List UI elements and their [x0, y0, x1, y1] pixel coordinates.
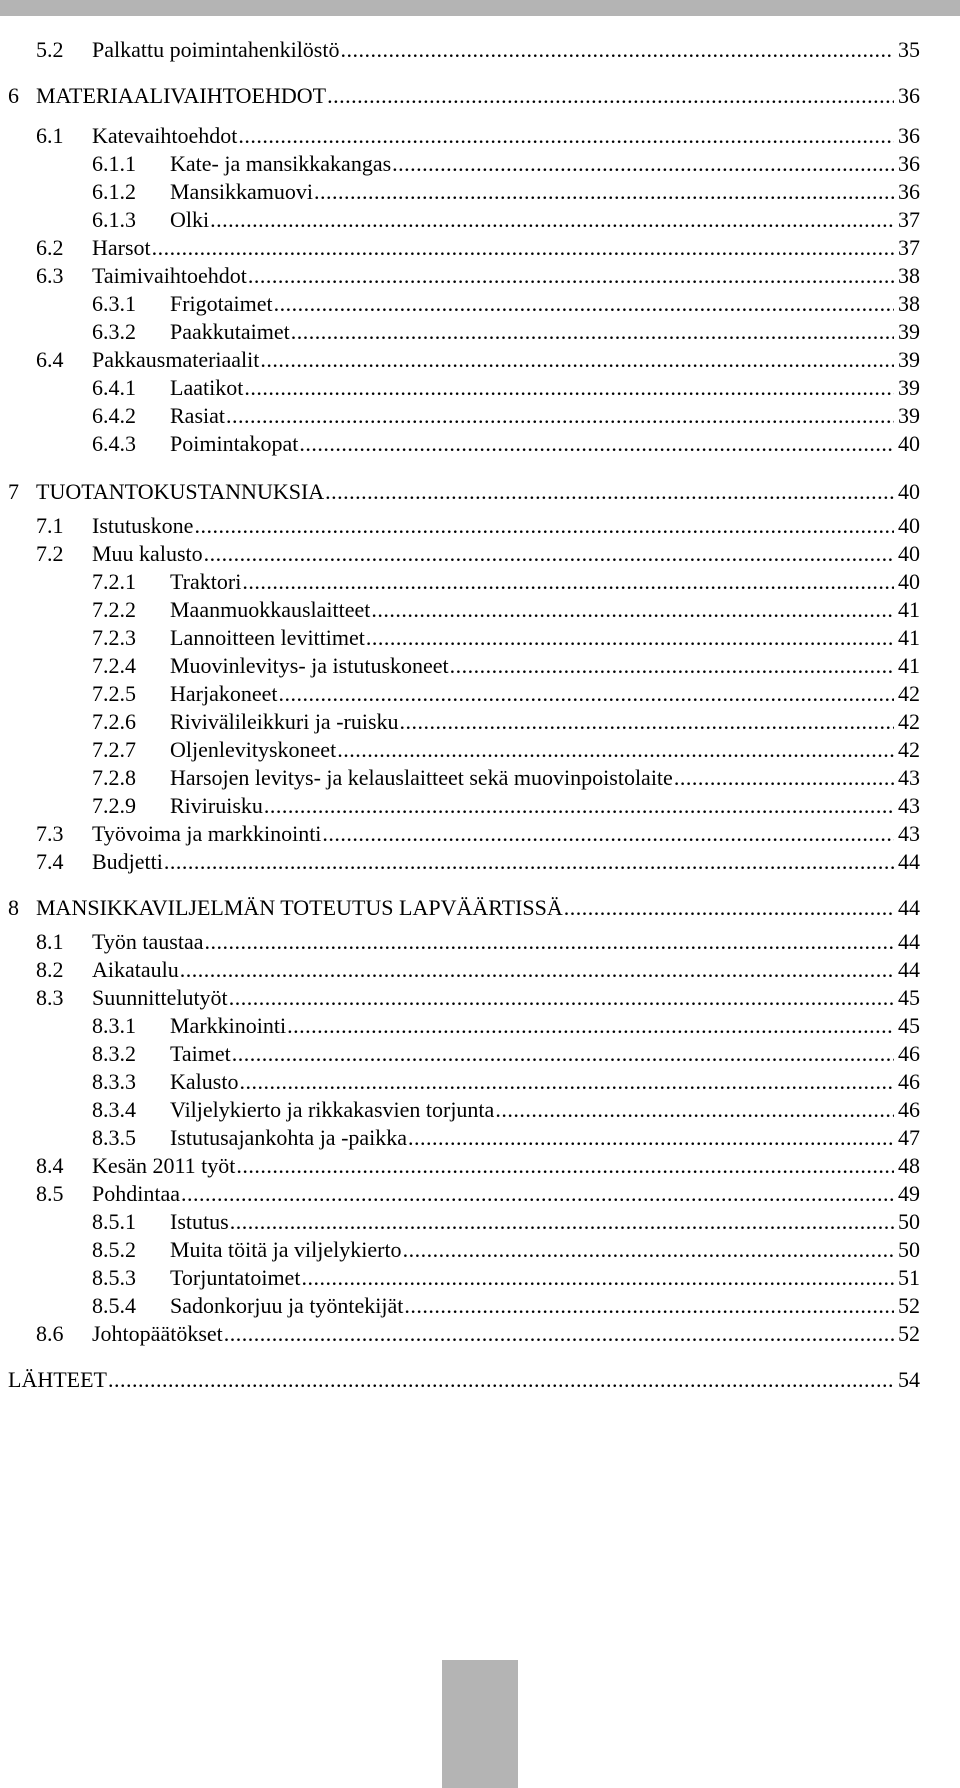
toc-entry-page: 49: [898, 1181, 920, 1206]
toc-entry[interactable]: [92, 430, 920, 458]
toc-entry[interactable]: [36, 512, 920, 540]
toc-entry-number: 6.1: [36, 123, 64, 148]
toc-entry-title: Lannoitteen levittimet: [170, 625, 365, 650]
toc-entry[interactable]: [92, 1096, 920, 1124]
toc-entry-number: 8.3.2: [92, 1041, 136, 1066]
toc-entry[interactable]: [8, 82, 920, 110]
toc-entry-page: 43: [898, 765, 920, 790]
toc-dot-leader: [322, 820, 894, 848]
toc-entry-title: Traktori: [170, 569, 242, 594]
toc-entry[interactable]: [36, 36, 920, 64]
toc-dot-leader: [400, 708, 894, 736]
toc-dot-leader: [230, 1208, 894, 1236]
toc-dot-leader: [244, 374, 894, 402]
toc-dot-leader: [371, 596, 894, 624]
toc-dot-leader: [180, 956, 894, 984]
toc-entry[interactable]: [92, 1068, 920, 1096]
toc-dot-leader: [229, 984, 894, 1012]
toc-entry-title: Maanmuokkauslaitteet: [170, 597, 371, 622]
toc-entry-number: 8.6: [36, 1321, 64, 1346]
toc-dot-leader: [264, 792, 894, 820]
toc-entry[interactable]: [92, 764, 920, 792]
toc-entry-page: 36: [898, 83, 920, 108]
toc-entry-number: 5.2: [36, 37, 64, 62]
toc-entry[interactable]: [36, 820, 920, 848]
toc-entry-title: Muovinlevitys- ja istutuskoneet: [170, 653, 449, 678]
toc-entry-page: 44: [898, 929, 920, 954]
toc-entry[interactable]: [36, 848, 920, 876]
toc-entry-page: 41: [898, 597, 920, 622]
toc-dot-leader: [325, 478, 894, 506]
toc-entry-number: 8.5.1: [92, 1209, 136, 1234]
toc-entry-number: 8.3.1: [92, 1013, 136, 1038]
toc-dot-leader: [204, 928, 894, 956]
toc-entry-page: 48: [898, 1153, 920, 1178]
toc-entry-number: 7.2: [36, 541, 64, 566]
toc-dot-leader: [404, 1292, 894, 1320]
toc-entry-number: 8.4: [36, 1153, 64, 1178]
toc-entry-page: 39: [898, 347, 920, 372]
toc-entry[interactable]: [92, 1292, 920, 1320]
toc-entry[interactable]: [8, 478, 920, 506]
toc-dot-leader: [314, 178, 894, 206]
toc-entry-title: Budjetti: [92, 849, 163, 874]
toc-dot-leader: [279, 680, 895, 708]
toc-dot-leader: [327, 82, 894, 110]
toc-entry-number: 7.2.1: [92, 569, 136, 594]
toc-entry-title: Työvoima ja markkinointi: [92, 821, 322, 846]
toc-entry[interactable]: [36, 346, 920, 374]
toc-entry-page: 46: [898, 1097, 920, 1122]
toc-entry-number: 7.2.4: [92, 653, 136, 678]
toc-entry[interactable]: [36, 1180, 920, 1208]
toc-entry[interactable]: [36, 540, 920, 568]
toc-entry-number: 7.2.8: [92, 765, 136, 790]
toc-entry-title: Istutuskone: [92, 513, 194, 538]
toc-entry-page: 39: [898, 319, 920, 344]
toc-entry[interactable]: [36, 1320, 920, 1348]
toc-entry-number: 7.2.7: [92, 737, 136, 762]
toc-entry-title: MANSIKKAVILJELMÄN TOTEUTUS LAPVÄÄRTISSÄ: [36, 895, 563, 920]
toc-dot-leader: [260, 346, 894, 374]
toc-entry[interactable]: [92, 1264, 920, 1292]
toc-dot-leader: [210, 206, 894, 234]
toc-entry-page: 40: [898, 513, 920, 538]
toc-entry-page: 46: [898, 1069, 920, 1094]
toc-entry-number: 8.1: [36, 929, 64, 954]
toc-entry-title: Muu kalusto: [92, 541, 203, 566]
toc-entry[interactable]: [36, 1152, 920, 1180]
toc-entry[interactable]: [92, 596, 920, 624]
toc-dot-leader: [274, 290, 894, 318]
toc-entry-number: 8.3: [36, 985, 64, 1010]
toc-dot-leader: [450, 652, 894, 680]
toc-entry-number: 7.3: [36, 821, 64, 846]
toc-entry-number: 8.3.4: [92, 1097, 136, 1122]
toc-entry-number: 8.5.3: [92, 1265, 136, 1290]
toc-entry[interactable]: [92, 150, 920, 178]
toc-dot-leader: [181, 1180, 894, 1208]
toc-entry-page: 50: [898, 1209, 920, 1234]
toc-entry-number: 6.4.2: [92, 403, 136, 428]
toc-entry-title: Istutus: [170, 1209, 229, 1234]
toc-entry-number: 8: [8, 895, 19, 920]
toc-entry-number: 8.5: [36, 1181, 64, 1206]
toc-dot-leader: [108, 1366, 894, 1394]
toc-entry-title: TUOTANTOKUSTANNUKSIA: [36, 479, 325, 504]
toc-entry-page: 44: [898, 957, 920, 982]
toc-entry[interactable]: [92, 402, 920, 430]
toc-entry-number: 6.3: [36, 263, 64, 288]
toc-entry-title: Olki: [170, 207, 210, 232]
toc-entry-page: 42: [898, 737, 920, 762]
toc-entry-page: 43: [898, 821, 920, 846]
toc-entry-page: 44: [898, 895, 920, 920]
toc-entry-number: 6.3.2: [92, 319, 136, 344]
toc-entry-page: 38: [898, 291, 920, 316]
toc-entry-page: 54: [898, 1367, 920, 1392]
toc-entry[interactable]: [92, 318, 920, 346]
toc-entry-title: Muita töitä ja viljelykierto: [170, 1237, 402, 1262]
toc-entry-title: LÄHTEET: [8, 1367, 107, 1392]
toc-entry-title: Poimintakopat: [170, 431, 299, 456]
toc-dot-leader: [232, 1040, 894, 1068]
toc-entry-page: 52: [898, 1321, 920, 1346]
toc-dot-leader: [564, 894, 894, 922]
toc-entry[interactable]: [92, 178, 920, 206]
toc-dot-leader: [299, 430, 894, 458]
toc-dot-leader: [224, 1320, 894, 1348]
toc-entry-title: Harsot: [92, 235, 151, 260]
toc-dot-leader: [248, 262, 894, 290]
toc-entry[interactable]: [92, 736, 920, 764]
toc-entry[interactable]: [92, 568, 920, 596]
toc-entry[interactable]: [92, 1236, 920, 1264]
toc-entry-page: 38: [898, 263, 920, 288]
toc-entry-number: 8.5.2: [92, 1237, 136, 1262]
toc-entry-title: Torjuntatoimet: [170, 1265, 301, 1290]
toc-entry[interactable]: [92, 680, 920, 708]
page-number-block: [442, 1660, 518, 1788]
toc-entry[interactable]: [8, 894, 920, 922]
toc-entry-number: 7.2.9: [92, 793, 136, 818]
toc-entry[interactable]: [36, 928, 920, 956]
toc-entry[interactable]: [36, 122, 920, 150]
toc-entry-page: 36: [898, 123, 920, 148]
toc-entry-page: 47: [898, 1125, 920, 1150]
toc-dot-leader: [236, 1152, 894, 1180]
toc-entry-number: 8.5.4: [92, 1293, 136, 1318]
toc-entry-title: Sadonkorjuu ja työntekijät: [170, 1293, 404, 1318]
toc-entry-page: 43: [898, 793, 920, 818]
toc-entry-number: 7: [8, 479, 19, 504]
toc-entry-number: 6.4: [36, 347, 64, 372]
toc-entry[interactable]: [92, 1208, 920, 1236]
toc-entry-number: 8.2: [36, 957, 64, 982]
toc-entry-page: 36: [898, 151, 920, 176]
toc-dot-leader: [194, 512, 894, 540]
toc-entry-number: 7.1: [36, 513, 64, 538]
toc-entry-number: 7.2.2: [92, 597, 136, 622]
toc-entry-page: 37: [898, 207, 920, 232]
toc-entry[interactable]: [8, 1366, 920, 1394]
toc-dot-leader: [674, 764, 894, 792]
toc-dot-leader: [291, 318, 894, 346]
toc-entry[interactable]: [92, 652, 920, 680]
toc-entry-page: 35: [898, 37, 920, 62]
toc-entry-page: 37: [898, 235, 920, 260]
toc-entry-number: 7.4: [36, 849, 64, 874]
toc-entry-number: 6.4.1: [92, 375, 136, 400]
toc-entry-page: 40: [898, 569, 920, 594]
toc-entry-title: Rasiat: [170, 403, 225, 428]
toc-dot-leader: [403, 1236, 894, 1264]
toc-dot-leader: [408, 1124, 894, 1152]
toc-entry-page: 52: [898, 1293, 920, 1318]
toc-entry[interactable]: [92, 792, 920, 820]
toc-entry-page: 39: [898, 403, 920, 428]
toc-entry-title: Kalusto: [170, 1069, 239, 1094]
toc-entry-title: Suunnittelutyöt: [92, 985, 228, 1010]
toc-entry[interactable]: [92, 1124, 920, 1152]
toc-dot-leader: [340, 36, 894, 64]
toc-entry-title: MATERIAALIVAIHTOEHDOT: [36, 83, 327, 108]
toc-dot-leader: [152, 234, 894, 262]
toc-entry[interactable]: [36, 956, 920, 984]
toc-entry[interactable]: [92, 1012, 920, 1040]
toc-dot-leader: [164, 848, 894, 876]
toc-entry-page: 51: [898, 1265, 920, 1290]
toc-entry-title: Kesän 2011 työt: [92, 1153, 236, 1178]
toc-entry-number: 8.3.5: [92, 1125, 136, 1150]
toc-entry-number: 6.1.3: [92, 207, 136, 232]
toc-entry-title: Pakkausmateriaalit: [92, 347, 260, 372]
toc-entry-title: Oljenlevityskoneet: [170, 737, 337, 762]
toc-dot-leader: [301, 1264, 894, 1292]
toc-entry-title: Harjakoneet: [170, 681, 278, 706]
toc-entry-number: 7.2.6: [92, 709, 136, 734]
toc-entry-title: Taimivaihtoehdot: [92, 263, 247, 288]
toc-dot-leader: [242, 568, 894, 596]
toc-entry-title: Johtopäätökset: [92, 1321, 223, 1346]
toc-entry[interactable]: [36, 984, 920, 1012]
toc-entry[interactable]: [92, 708, 920, 736]
toc-entry-number: 6.4.3: [92, 431, 136, 456]
toc-entry[interactable]: [92, 624, 920, 652]
toc-entry-number: 6.2: [36, 235, 64, 260]
toc-entry-page: 39: [898, 375, 920, 400]
toc-entry-title: Katevaihtoehdot: [92, 123, 238, 148]
toc-entry-number: 7.2.5: [92, 681, 136, 706]
toc-entry-title: Mansikkamuovi: [170, 179, 313, 204]
toc-dot-leader: [238, 122, 894, 150]
toc-dot-leader: [366, 624, 894, 652]
toc-entry-title: Markkinointi: [170, 1013, 287, 1038]
toc-entry-title: Laatikot: [170, 375, 244, 400]
toc-entry[interactable]: [92, 206, 920, 234]
toc-dot-leader: [337, 736, 894, 764]
toc-entry-page: 40: [898, 541, 920, 566]
toc-entry-page: 40: [898, 479, 920, 504]
toc-entry[interactable]: [92, 290, 920, 318]
toc-dot-leader: [204, 540, 894, 568]
toc-entry-number: 6.1.1: [92, 151, 136, 176]
toc-entry-page: 41: [898, 653, 920, 678]
toc-entry-page: 42: [898, 709, 920, 734]
toc-entry-page: 46: [898, 1041, 920, 1066]
toc-dot-leader: [226, 402, 894, 430]
toc-dot-leader: [239, 1068, 894, 1096]
toc-entry-number: 6: [8, 83, 19, 108]
toc-entry-page: 40: [898, 431, 920, 456]
toc-entry[interactable]: [36, 262, 920, 290]
toc-entry-page: 36: [898, 179, 920, 204]
toc-entry-page: 44: [898, 849, 920, 874]
toc-entry-title: Rivivälileikkuri ja -ruisku: [170, 709, 399, 734]
toc-entry-page: 45: [898, 985, 920, 1010]
toc-entry-number: 6.1.2: [92, 179, 136, 204]
toc-entry-title: Palkattu poimintahenkilöstö: [92, 37, 340, 62]
toc-entry-number: 7.2.3: [92, 625, 136, 650]
toc-entry-title: Pohdintaa: [92, 1181, 180, 1206]
toc-entry-title: Työn taustaa: [92, 929, 204, 954]
toc-entry-title: Frigotaimet: [170, 291, 273, 316]
toc-entry-title: Taimet: [170, 1041, 231, 1066]
toc-dot-leader: [287, 1012, 894, 1040]
toc-entry-page: 45: [898, 1013, 920, 1038]
toc-entry-title: Riviruisku: [170, 793, 263, 818]
toc-entry-number: 6.3.1: [92, 291, 136, 316]
toc-dot-leader: [392, 150, 894, 178]
toc-dot-leader: [495, 1096, 894, 1124]
toc-entry[interactable]: [92, 1040, 920, 1068]
toc-entry-title: Harsojen levitys- ja kelauslaitteet sekä muovinpoistolaite: [170, 765, 673, 790]
toc-entry-title: Viljelykierto ja rikkakasvien torjunta: [170, 1097, 495, 1122]
toc-entry-title: Kate- ja mansikkakangas: [170, 151, 392, 176]
toc-entry-title: Aikataulu: [92, 957, 179, 982]
toc-entry-title: Istutusajankohta ja -paikka: [170, 1125, 408, 1150]
toc-entry-number: 8.3.3: [92, 1069, 136, 1094]
toc-entry-page: 50: [898, 1237, 920, 1262]
toc-entry-title: Paakkutaimet: [170, 319, 290, 344]
toc-entry-page: 42: [898, 681, 920, 706]
toc-entry-page: 41: [898, 625, 920, 650]
toc-entry[interactable]: [92, 374, 920, 402]
toc-entry[interactable]: [36, 234, 920, 262]
